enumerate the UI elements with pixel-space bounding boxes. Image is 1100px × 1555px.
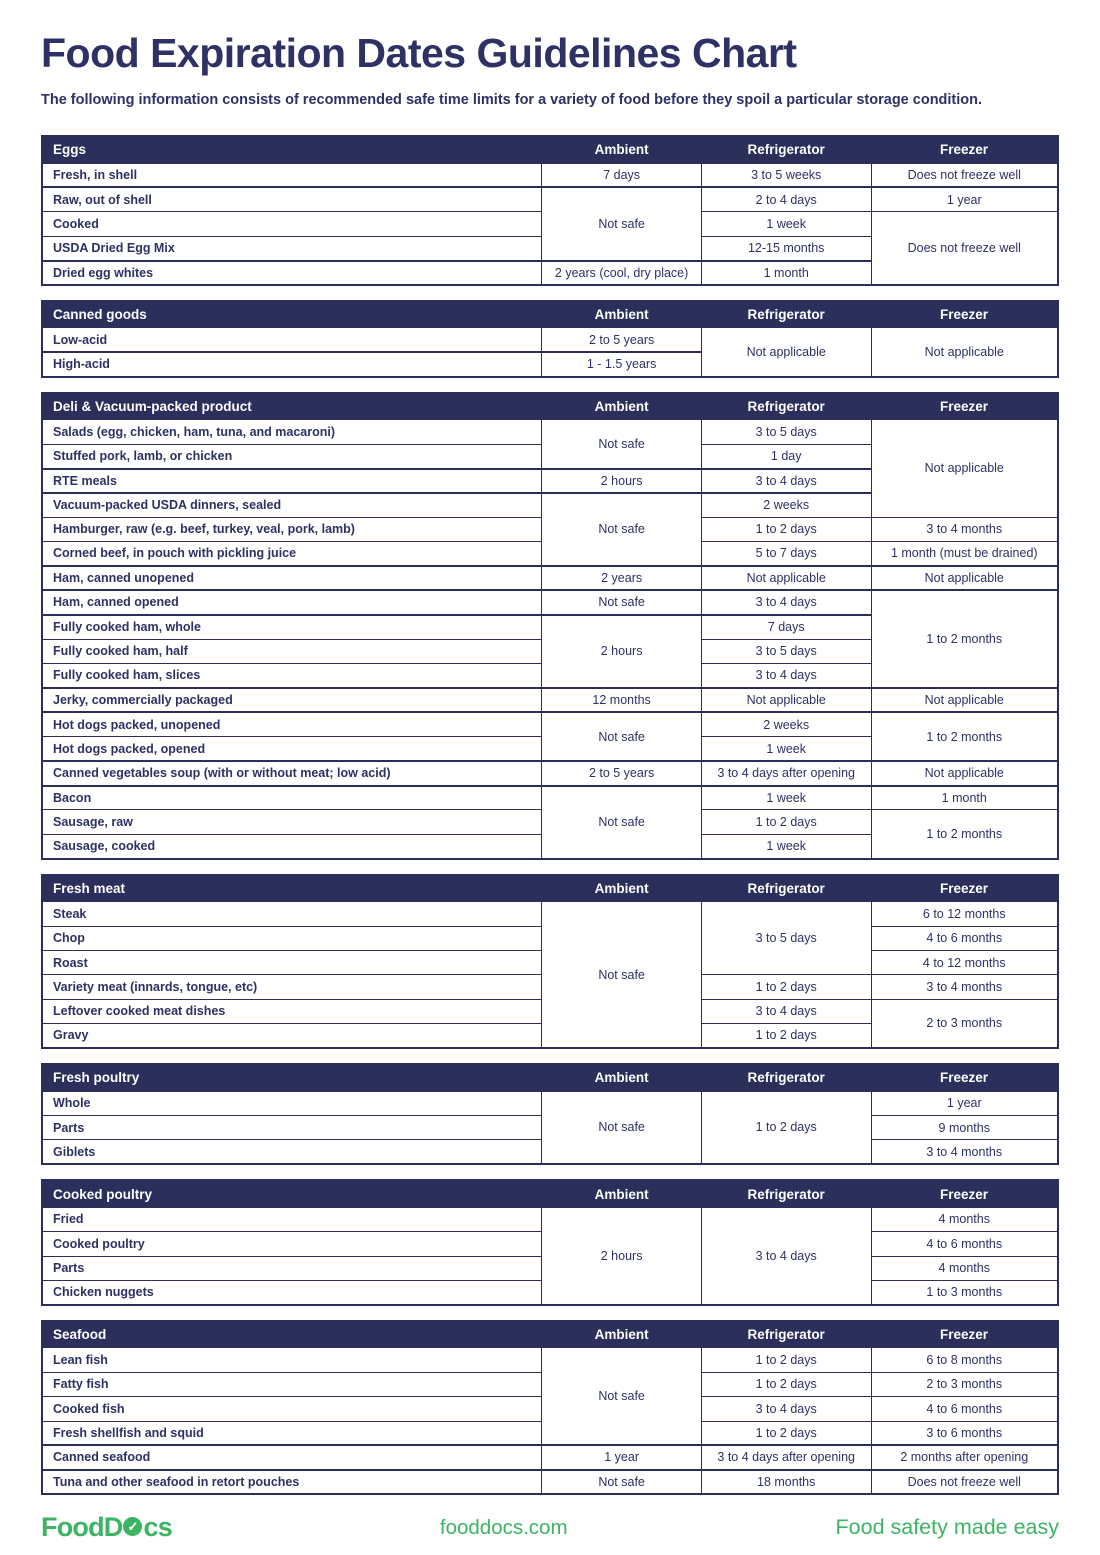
food-item: Raw, out of shell	[42, 187, 542, 211]
logo-checkmark-icon: ✓	[123, 1517, 142, 1536]
column-header-refrigerator: Refrigerator	[701, 136, 871, 163]
food-item: Hot dogs packed, unopened	[42, 712, 542, 736]
column-header-refrigerator: Refrigerator	[701, 393, 871, 420]
value-cell: Not safe	[542, 902, 702, 1048]
food-item: Steak	[42, 902, 542, 926]
food-item: Fully cooked ham, slices	[42, 664, 542, 688]
category-title: Canned goods	[42, 301, 542, 328]
food-item: Sausage, cooked	[42, 834, 542, 858]
footer	[41, 1512, 1059, 1543]
table-row	[42, 1207, 1058, 1231]
value-cell: Does not freeze well	[871, 212, 1058, 285]
value-cell: 12 months	[542, 688, 702, 712]
table-fresh-poultry	[41, 1063, 1059, 1165]
food-item: Corned beef, in pouch with pickling juice	[42, 542, 542, 566]
table-row	[42, 1348, 1058, 1372]
table-row	[42, 786, 1058, 810]
food-item: Chop	[42, 926, 542, 950]
food-item: Lean fish	[42, 1348, 542, 1372]
column-header-freezer: Freezer	[871, 301, 1058, 328]
column-header-refrigerator: Refrigerator	[701, 875, 871, 902]
value-cell: Not applicable	[701, 688, 871, 712]
value-cell: 1 week	[701, 212, 871, 236]
food-item: Dried egg whites	[42, 261, 542, 285]
food-item: Fried	[42, 1207, 542, 1231]
table-fresh-meat	[41, 874, 1059, 1049]
food-item: Fully cooked ham, whole	[42, 615, 542, 639]
column-header-freezer: Freezer	[871, 393, 1058, 420]
page-subtitle: The following information consists of recommended safe time limits for a variety of food before they spoil a particular storage condition.	[41, 92, 983, 108]
food-item: Parts	[42, 1116, 542, 1140]
value-cell: 1 month	[701, 261, 871, 285]
food-item: Vacuum-packed USDA dinners, sealed	[42, 493, 542, 517]
food-item: High-acid	[42, 352, 542, 376]
category-title: Fresh meat	[42, 875, 542, 902]
value-cell: 3 to 5 days	[701, 639, 871, 663]
value-cell: 2 hours	[542, 1207, 702, 1305]
food-item: Gravy	[42, 1024, 542, 1048]
value-cell: 7 days	[542, 163, 702, 187]
value-cell: Not safe	[542, 1091, 702, 1164]
column-header-ambient: Ambient	[542, 1064, 702, 1091]
value-cell: 1 to 2 days	[701, 810, 871, 834]
value-cell: 18 months	[701, 1470, 871, 1494]
value-cell: 3 to 4 days	[701, 1397, 871, 1421]
food-item: Sausage, raw	[42, 810, 542, 834]
value-cell: 2 to 5 years	[542, 328, 702, 352]
value-cell: 1 to 2 months	[871, 810, 1058, 859]
value-cell: 1 to 2 days	[701, 1348, 871, 1372]
category-title: Cooked poultry	[42, 1180, 542, 1207]
logo-text-start: FoodD	[41, 1512, 123, 1543]
value-cell: 1 to 2 days	[701, 1024, 871, 1048]
value-cell: 3 to 4 days	[701, 1207, 871, 1305]
value-cell: Not safe	[542, 712, 702, 761]
value-cell: 1 year	[871, 187, 1058, 211]
value-cell: 3 to 4 days	[701, 999, 871, 1023]
value-cell: 3 to 5 days	[701, 420, 871, 444]
table-deli-vacuum-packed-product	[41, 392, 1059, 860]
value-cell: Not applicable	[701, 328, 871, 377]
column-header-ambient: Ambient	[542, 301, 702, 328]
value-cell: 1 month (must be drained)	[871, 542, 1058, 566]
logo-text-end: cs	[143, 1512, 172, 1543]
value-cell: Not safe	[542, 786, 702, 859]
column-header-ambient: Ambient	[542, 875, 702, 902]
category-title: Deli & Vacuum-packed product	[42, 393, 542, 420]
page-title: Food Expiration Dates Guidelines Chart	[41, 30, 797, 76]
column-header-freezer: Freezer	[871, 1064, 1058, 1091]
category-title: Fresh poultry	[42, 1064, 542, 1091]
food-item: Ham, canned opened	[42, 590, 542, 614]
table-header-row	[42, 1064, 1058, 1091]
food-item: Stuffed pork, lamb, or chicken	[42, 444, 542, 468]
value-cell: Not safe	[542, 1348, 702, 1446]
value-cell: 12-15 months	[701, 236, 871, 260]
food-item: Hot dogs packed, opened	[42, 737, 542, 761]
value-cell: 3 to 5 weeks	[701, 163, 871, 187]
food-item: Roast	[42, 951, 542, 975]
value-cell: 1 to 2 days	[701, 1421, 871, 1445]
table-row	[42, 328, 1058, 352]
food-item: Ham, canned unopened	[42, 566, 542, 590]
food-item: Whole	[42, 1091, 542, 1115]
value-cell: 4 to 6 months	[871, 1397, 1058, 1421]
value-cell: 1 to 2 months	[871, 590, 1058, 688]
category-title: Eggs	[42, 136, 542, 163]
food-item: Cooked	[42, 212, 542, 236]
value-cell: 2 years	[542, 566, 702, 590]
table-row	[42, 1470, 1058, 1494]
food-item: Cooked fish	[42, 1397, 542, 1421]
value-cell: 1 day	[701, 444, 871, 468]
table-canned-goods	[41, 300, 1059, 378]
food-item: Leftover cooked meat dishes	[42, 999, 542, 1023]
food-item: Jerky, commercially packaged	[42, 688, 542, 712]
value-cell: 3 to 4 months	[871, 975, 1058, 999]
table-row	[42, 420, 1058, 444]
food-item: Giblets	[42, 1140, 542, 1164]
table-header-row	[42, 1321, 1058, 1348]
value-cell: 1 week	[701, 834, 871, 858]
column-header-ambient: Ambient	[542, 393, 702, 420]
value-cell: 3 to 4 days after opening	[701, 761, 871, 785]
value-cell: 1 week	[701, 737, 871, 761]
column-header-refrigerator: Refrigerator	[701, 301, 871, 328]
value-cell: Not safe	[542, 590, 702, 614]
value-cell: 9 months	[871, 1116, 1058, 1140]
value-cell: Does not freeze well	[871, 1470, 1058, 1494]
value-cell: 2 to 3 months	[871, 999, 1058, 1048]
value-cell: 3 to 4 months	[871, 1140, 1058, 1164]
value-cell: 2 hours	[542, 615, 702, 688]
column-header-refrigerator: Refrigerator	[701, 1321, 871, 1348]
table-row	[42, 1445, 1058, 1469]
food-item: Canned seafood	[42, 1445, 542, 1469]
food-item: Parts	[42, 1256, 542, 1280]
table-header-row	[42, 393, 1058, 420]
tagline: Food safety made easy	[835, 1515, 1059, 1540]
value-cell: Not safe	[542, 420, 702, 469]
value-cell: 1 to 2 months	[871, 712, 1058, 761]
value-cell: 2 hours	[542, 469, 702, 493]
table-header-row	[42, 301, 1058, 328]
value-cell: Not safe	[542, 493, 702, 566]
value-cell: 3 to 4 months	[871, 517, 1058, 541]
value-cell: 5 to 7 days	[701, 542, 871, 566]
category-title: Seafood	[42, 1321, 542, 1348]
value-cell: Not applicable	[871, 688, 1058, 712]
value-cell: 1 year	[871, 1091, 1058, 1115]
value-cell: 4 months	[871, 1256, 1058, 1280]
value-cell: 2 years (cool, dry place)	[542, 261, 702, 285]
value-cell: 6 to 12 months	[871, 902, 1058, 926]
value-cell: 2 weeks	[701, 493, 871, 517]
value-cell: 3 to 5 days	[701, 902, 871, 975]
column-header-ambient: Ambient	[542, 136, 702, 163]
value-cell: 2 months after opening	[871, 1445, 1058, 1469]
table-row	[42, 1091, 1058, 1115]
food-item: Fatty fish	[42, 1372, 542, 1396]
value-cell: 4 to 6 months	[871, 1232, 1058, 1256]
table-cooked-poultry	[41, 1179, 1059, 1306]
value-cell: 1 month	[871, 786, 1058, 810]
value-cell: 1 week	[701, 786, 871, 810]
food-item: Salads (egg, chicken, ham, tuna, and macaroni)	[42, 420, 542, 444]
food-item: USDA Dried Egg Mix	[42, 236, 542, 260]
value-cell: 3 to 4 days	[701, 664, 871, 688]
food-item: Bacon	[42, 786, 542, 810]
fooddocs-logo	[41, 1512, 172, 1543]
value-cell: 2 to 4 days	[701, 187, 871, 211]
tables	[41, 135, 1059, 1495]
food-item: Variety meat (innards, tongue, etc)	[42, 975, 542, 999]
table-row	[42, 761, 1058, 785]
value-cell: 7 days	[701, 615, 871, 639]
table-row	[42, 902, 1058, 926]
value-cell: Not applicable	[871, 761, 1058, 785]
value-cell: 1 to 2 days	[701, 517, 871, 541]
food-item: RTE meals	[42, 469, 542, 493]
value-cell: Not applicable	[871, 328, 1058, 377]
value-cell: 1 to 2 days	[701, 975, 871, 999]
table-header-row	[42, 1180, 1058, 1207]
website-link[interactable]: fooddocs.com	[439, 1515, 568, 1539]
value-cell: Not applicable	[871, 566, 1058, 590]
value-cell: 2 to 3 months	[871, 1372, 1058, 1396]
value-cell: 2 to 5 years	[542, 761, 702, 785]
food-item: Cooked poultry	[42, 1232, 542, 1256]
table-row	[42, 688, 1058, 712]
value-cell: 3 to 4 days after opening	[701, 1445, 871, 1469]
value-cell: 3 to 4 days	[701, 590, 871, 614]
food-item: Chicken nuggets	[42, 1280, 542, 1304]
food-item: Fresh, in shell	[42, 163, 542, 187]
food-item: Low-acid	[42, 328, 542, 352]
value-cell: 4 months	[871, 1207, 1058, 1231]
column-header-freezer: Freezer	[871, 136, 1058, 163]
value-cell: Does not freeze well	[871, 163, 1058, 187]
table-row	[42, 590, 1058, 614]
food-item: Hamburger, raw (e.g. beef, turkey, veal, pork, lamb)	[42, 517, 542, 541]
column-header-freezer: Freezer	[871, 875, 1058, 902]
value-cell: 2 weeks	[701, 712, 871, 736]
column-header-freezer: Freezer	[871, 1321, 1058, 1348]
column-header-refrigerator: Refrigerator	[701, 1180, 871, 1207]
food-item: Fully cooked ham, half	[42, 639, 542, 663]
value-cell: 4 to 12 months	[871, 951, 1058, 975]
column-header-ambient: Ambient	[542, 1321, 702, 1348]
table-seafood	[41, 1320, 1059, 1495]
table-row	[42, 712, 1058, 736]
column-header-ambient: Ambient	[542, 1180, 702, 1207]
column-header-refrigerator: Refrigerator	[701, 1064, 871, 1091]
food-item: Tuna and other seafood in retort pouches	[42, 1470, 542, 1494]
value-cell: Not safe	[542, 187, 702, 260]
value-cell: 4 to 6 months	[871, 926, 1058, 950]
value-cell: 1 to 2 days	[701, 1372, 871, 1396]
value-cell: 1 to 2 days	[701, 1091, 871, 1164]
table-header-row	[42, 875, 1058, 902]
value-cell: 6 to 8 months	[871, 1348, 1058, 1372]
value-cell: 3 to 6 months	[871, 1421, 1058, 1445]
value-cell: Not applicable	[871, 420, 1058, 518]
table-header-row	[42, 136, 1058, 163]
food-item: Fresh shellfish and squid	[42, 1421, 542, 1445]
table-eggs	[41, 135, 1059, 286]
value-cell: Not safe	[542, 1470, 702, 1494]
table-row	[42, 566, 1058, 590]
value-cell: Not applicable	[701, 566, 871, 590]
table-row	[42, 163, 1058, 187]
table-row	[42, 187, 1058, 211]
value-cell: 1 - 1.5 years	[542, 352, 702, 376]
value-cell: 3 to 4 days	[701, 469, 871, 493]
food-item: Canned vegetables soup (with or without meat; low acid)	[42, 761, 542, 785]
value-cell: 1 to 3 months	[871, 1280, 1058, 1304]
value-cell: 1 year	[542, 1445, 702, 1469]
column-header-freezer: Freezer	[871, 1180, 1058, 1207]
